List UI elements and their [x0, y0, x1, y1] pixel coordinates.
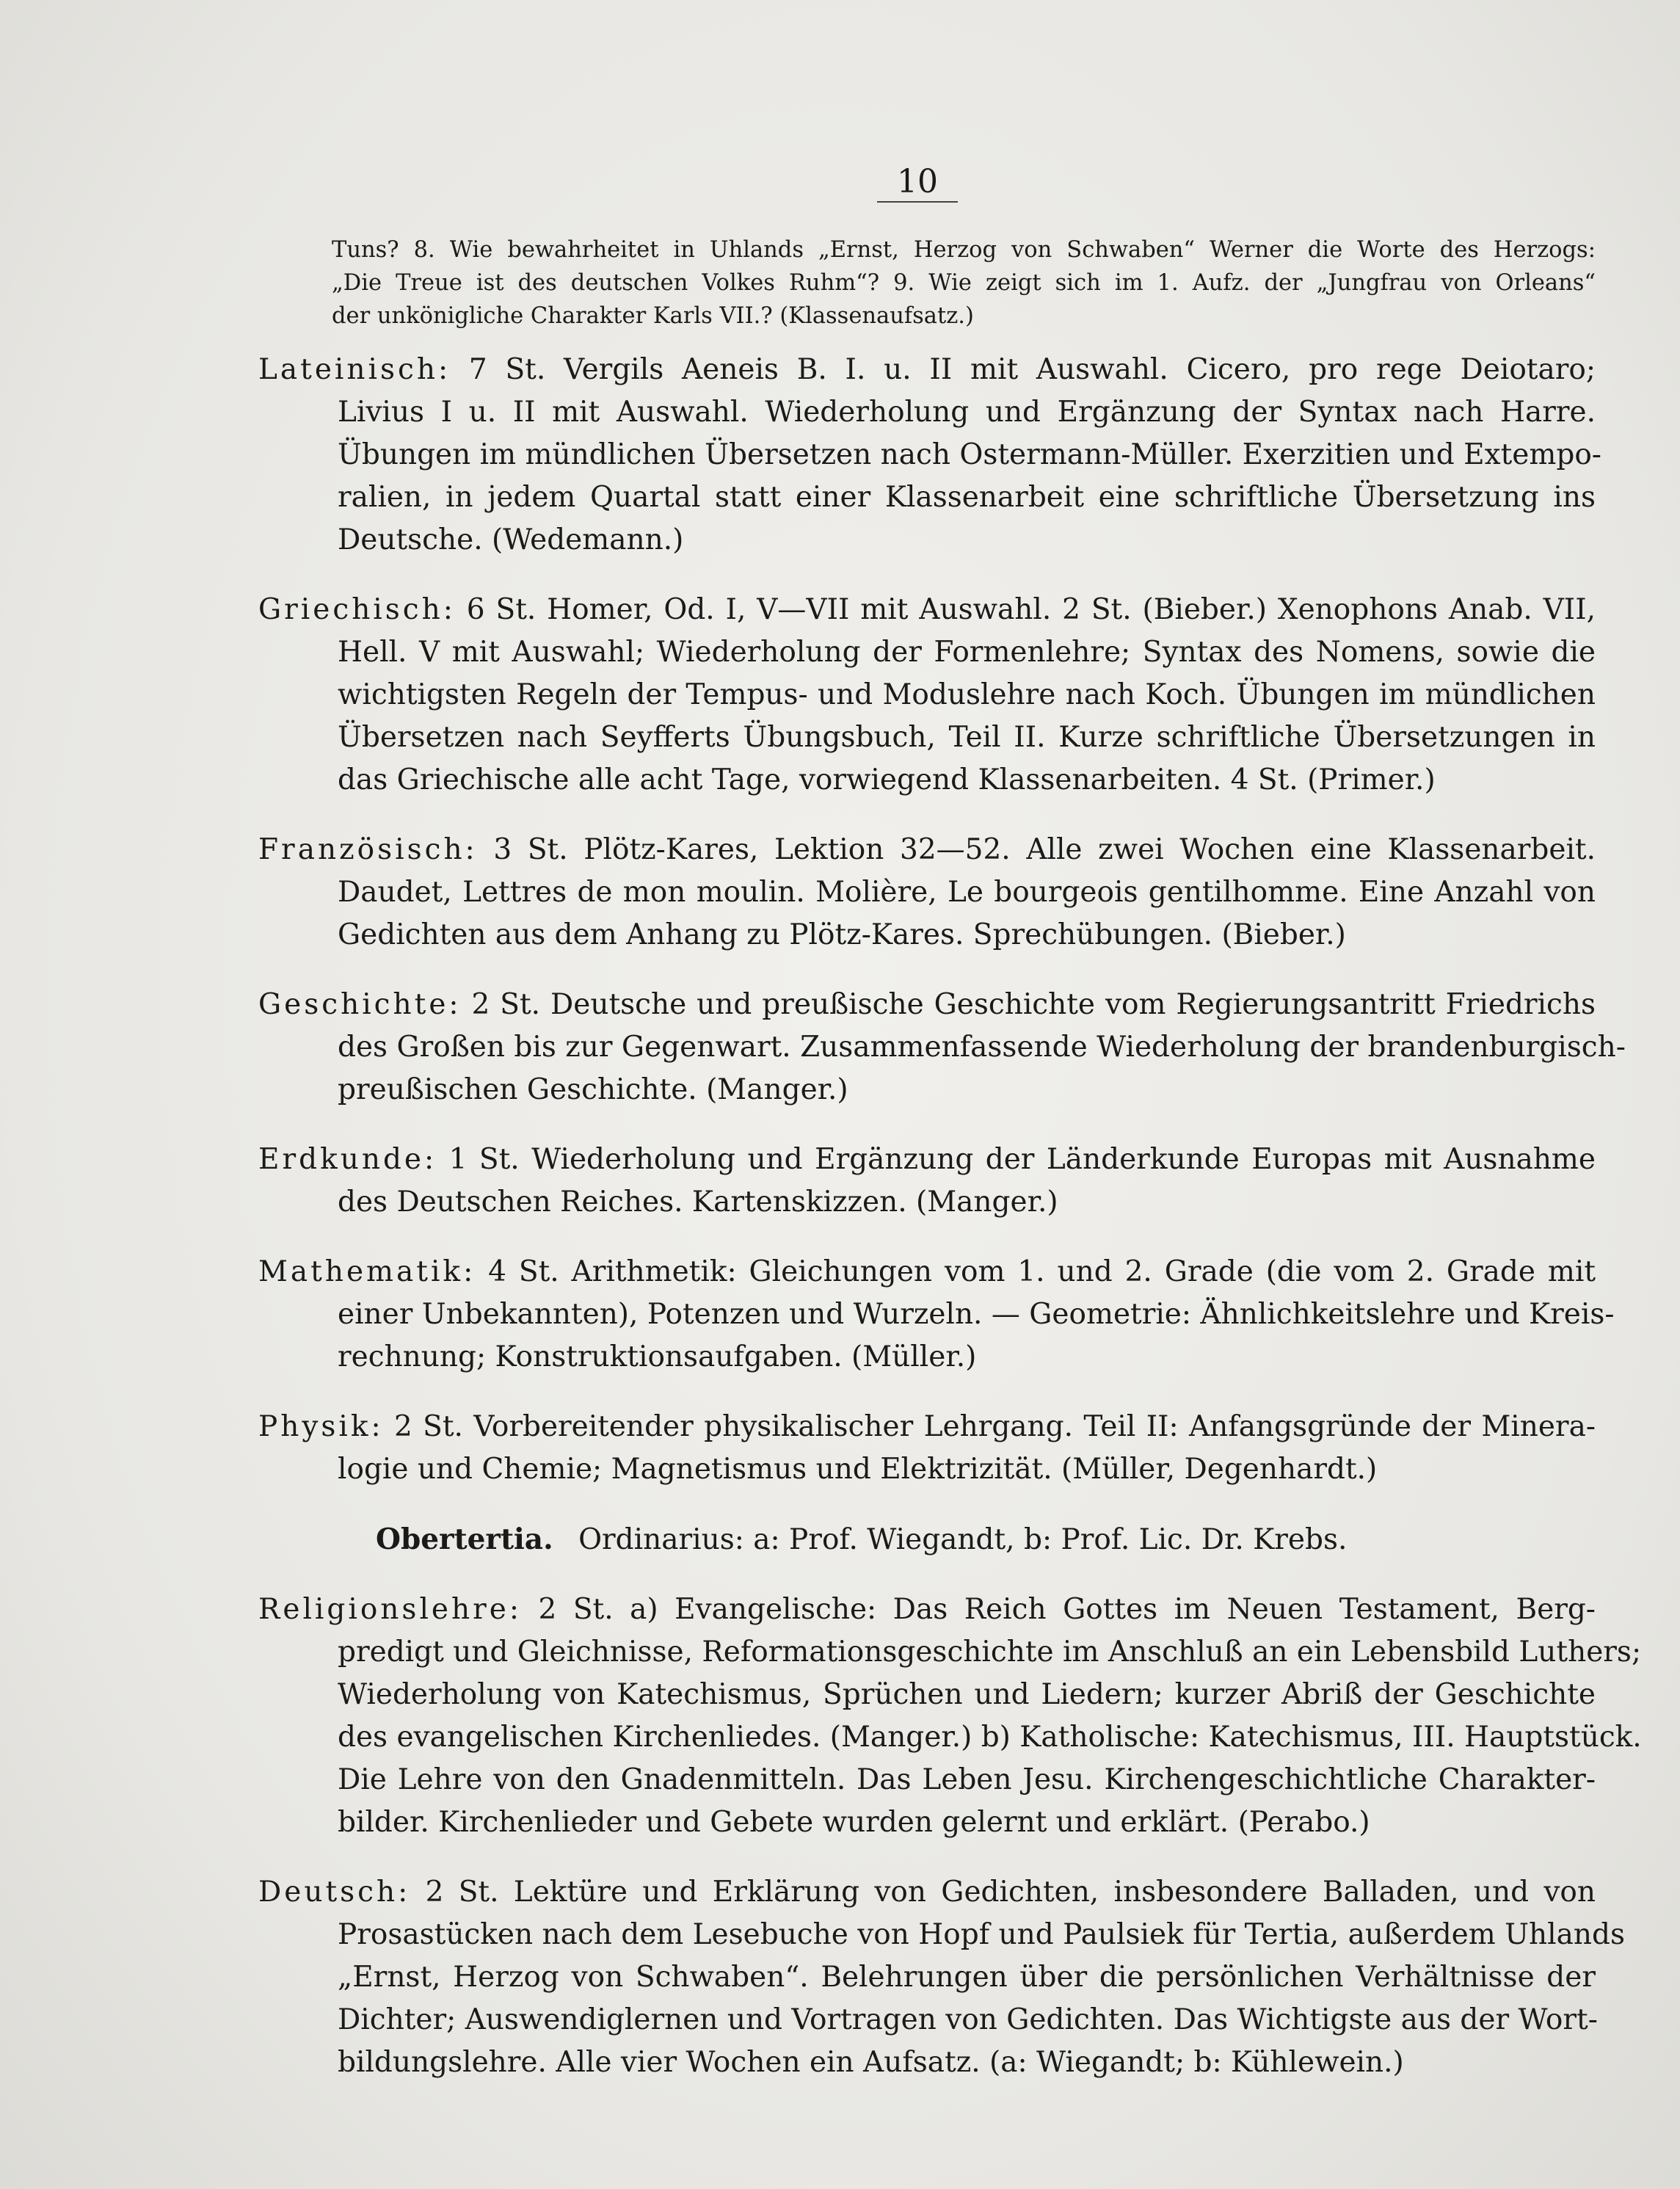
class-heading	[376, 1518, 1596, 1561]
intro-line: der unkönigliche Charakter Karls VII.? (Klassenaufsatz.)	[332, 303, 974, 329]
subject-text: preußischen Geschichte. (Manger.)	[338, 1073, 848, 1106]
subject-line	[258, 1914, 1625, 1956]
subject-line	[258, 349, 1596, 391]
class-title: Obertertia.	[376, 1522, 553, 1556]
class-ordinarius: Ordinarius: a: Prof. Wiegandt, b: Prof. Lic. Dr. Krebs.	[578, 1523, 1348, 1556]
subject-text: Wiederholung von Katechismus, Sprüchen und Liedern; kurzer Abriß der Geschichte	[338, 1678, 1596, 1711]
intro-paragraph	[258, 233, 1596, 333]
subject-line	[258, 1631, 1642, 1674]
subject-text: einer Unbekannten), Potenzen und Wurzeln. — Geometrie: Ähnlichkeitslehre und Kreis-	[338, 1298, 1615, 1331]
subjects-before-list	[258, 349, 1626, 1491]
subject-text: 4 St. Arithmetik: Gleichungen vom 1. und 2. Grade (die vom 2. Grade mit	[488, 1255, 1596, 1288]
subject-line	[258, 1069, 1596, 1111]
subject-line	[258, 1871, 1596, 1914]
subject-text: 7 St. Vergils Aeneis B. I. u. II mit Auswahl. Cicero, pro rege Deiotaro;	[468, 353, 1596, 386]
subject-text: Deutsche. (Wedemann.)	[338, 523, 684, 556]
subject-text: Hell. V mit Auswahl; Wiederholung der Formenlehre; Syntax des Nomens, sowie die	[338, 636, 1596, 669]
subject-label: Mathematik:	[258, 1255, 476, 1288]
subject-text: das Griechische alle acht Tage, vorwiegend Klassenarbeiten. 4 St. (Primer.)	[338, 763, 1436, 796]
subject-text: rechnung; Konstruktionsaufgaben. (Müller.)	[338, 1340, 977, 1373]
subject-text: des evangelischen Kirchenliedes. (Manger.) b) Katholische: Katechismus, III. Hauptstück.	[338, 1721, 1642, 1754]
subject-text: 3 St. Plötz-Kares, Lektion 32—52. Alle zwei Wochen eine Klassenarbeit.	[493, 833, 1596, 866]
subject-line	[258, 589, 1596, 631]
page-content	[258, 233, 1642, 2111]
subject-line	[258, 984, 1596, 1026]
subject-line	[258, 1406, 1596, 1448]
subject-line	[258, 1801, 1596, 1844]
subject-label: Erdkunde:	[258, 1143, 437, 1176]
subject-text: 6 St. Homer, Od. I, V—VII mit Auswahl. 2 St. (Bieber.) Xenophons Anab. VII,	[466, 593, 1596, 626]
subject-text: ralien, in jedem Quartal statt einer Klassenarbeit eine schriftliche Übersetzung ins	[338, 481, 1596, 514]
subject-line	[258, 759, 1596, 802]
subject-text: Übersetzen nach Seyfferts Übungsbuch, Teil II. Kurze schriftliche Übersetzungen in	[338, 721, 1596, 754]
subject-text: Dichter; Auswendiglernen und Vortragen von Gedichten. Das Wichtigste aus der Wort-	[338, 2003, 1598, 2036]
subject-label: Geschichte:	[258, 988, 462, 1021]
subject-text: logie und Chemie; Magnetismus und Elektrizität. (Müller, Degenhardt.)	[338, 1453, 1378, 1486]
subject-text: des Großen bis zur Gegenwart. Zusammenfassende Wiederholung der brandenburgisch-	[338, 1031, 1626, 1064]
subject-text: 2 St. Deutsche und preußische Geschichte vom Regierungsantritt Friedrichs	[471, 988, 1596, 1021]
subject-line	[258, 1181, 1596, 1224]
subject-line	[258, 1026, 1626, 1069]
subject-text: Daudet, Lettres de mon moulin. Molière, Le bourgeois gentilhomme. Eine Anzahl von	[338, 876, 1596, 909]
subject-line	[258, 434, 1601, 476]
intro-line: „Die Treue ist des deutschen Volkes Ruhm“? 9. Wie zeigt sich im 1. Aufz. der „Jungfrau von Orleans“	[332, 270, 1596, 296]
subject-line	[258, 1251, 1596, 1293]
subject-entry	[258, 1589, 1642, 1844]
subject-line	[258, 1448, 1596, 1491]
subject-line	[258, 914, 1596, 956]
subject-entry	[258, 1139, 1596, 1224]
subject-entry	[258, 984, 1626, 1111]
subject-label: Lateinisch:	[258, 353, 451, 386]
subject-text: des Deutschen Reiches. Kartenskizzen. (Manger.)	[338, 1186, 1058, 1219]
subject-line	[258, 674, 1596, 716]
subject-line	[258, 1716, 1642, 1759]
subject-line	[258, 1589, 1596, 1631]
subject-line	[258, 1759, 1596, 1801]
subject-entry	[258, 1871, 1625, 2084]
subject-text: Gedichten aus dem Anhang zu Plötz-Kares. Sprechübungen. (Bieber.)	[338, 918, 1346, 951]
subject-label: Deutsch:	[258, 1876, 411, 1909]
subject-line	[258, 1139, 1596, 1181]
subject-line	[258, 1336, 1596, 1379]
subject-line	[258, 1293, 1615, 1336]
subject-line	[258, 1999, 1596, 2041]
subject-text: Die Lehre von den Gnadenmitteln. Das Leben Jesu. Kirchengeschichtliche Charakter-	[338, 1763, 1596, 1796]
subject-line	[258, 1674, 1596, 1716]
subject-text: Livius I u. II mit Auswahl. Wiederholung und Ergänzung der Syntax nach Harre.	[338, 396, 1596, 429]
subject-text: predigt und Gleichnisse, Reformationsgeschichte im Anschluß an ein Lebensbild Luthers;	[338, 1636, 1642, 1669]
subject-text: 2 St. Lektüre und Erklärung von Gedichten, insbesondere Balladen, und von	[425, 1876, 1596, 1909]
subject-line	[258, 2041, 1596, 2084]
subject-text: Übungen im mündlichen Übersetzen nach Ostermann-Müller. Exerzitien und Extempo-	[338, 438, 1601, 471]
subjects-after-list	[258, 1589, 1642, 2084]
subject-entry	[258, 1251, 1615, 1379]
subject-label: Religionslehre:	[258, 1593, 522, 1626]
subject-text: 2 St. a) Evangelische: Das Reich Gottes im Neuen Testament, Berg-	[538, 1593, 1596, 1626]
subject-text: wichtigsten Regeln der Tempus- und Moduslehre nach Koch. Übungen im mündlichen	[338, 678, 1596, 711]
subject-line	[258, 829, 1596, 871]
page-number: 10	[897, 163, 938, 200]
subject-text: 1 St. Wiederholung und Ergänzung der Länderkunde Europas mit Ausnahme	[448, 1143, 1596, 1176]
subject-label: Physik:	[258, 1410, 384, 1443]
subject-text: 2 St. Vorbereitender physikalischer Lehrgang. Teil II: Anfangsgründe der Minera-	[394, 1410, 1596, 1443]
subject-text: bildungslehre. Alle vier Wochen ein Aufsatz. (a: Wiegandt; b: Kühlewein.)	[338, 2046, 1404, 2079]
subject-line	[258, 631, 1596, 674]
subject-text: Prosastücken nach dem Lesebuche von Hopf und Paulsiek für Tertia, außerdem Uhlands	[338, 1918, 1625, 1951]
subject-entry	[258, 1406, 1596, 1491]
subject-text: „Ernst, Herzog von Schwaben“. Belehrungen über die persönlichen Verhältnisse der	[338, 1961, 1596, 1994]
subject-label: Griechisch:	[258, 593, 456, 626]
subject-line	[258, 871, 1596, 914]
subject-entry	[258, 349, 1601, 562]
subject-entry	[258, 589, 1596, 802]
subject-line	[258, 716, 1596, 759]
subject-line	[258, 1956, 1596, 1999]
page-number-rule	[877, 201, 958, 203]
intro-line: Tuns? 8. Wie bewahrheitet in Uhlands „Ernst, Herzog von Schwaben“ Werner die Worte des Herzogs:	[332, 237, 1596, 263]
subject-text: bilder. Kirchenlieder und Gebete wurden gelernt und erklärt. (Perabo.)	[338, 1806, 1370, 1839]
subject-line	[258, 476, 1596, 519]
subject-line	[258, 391, 1596, 434]
subject-label: Französisch:	[258, 833, 478, 866]
subject-entry	[258, 829, 1596, 956]
subject-line	[258, 519, 1596, 562]
